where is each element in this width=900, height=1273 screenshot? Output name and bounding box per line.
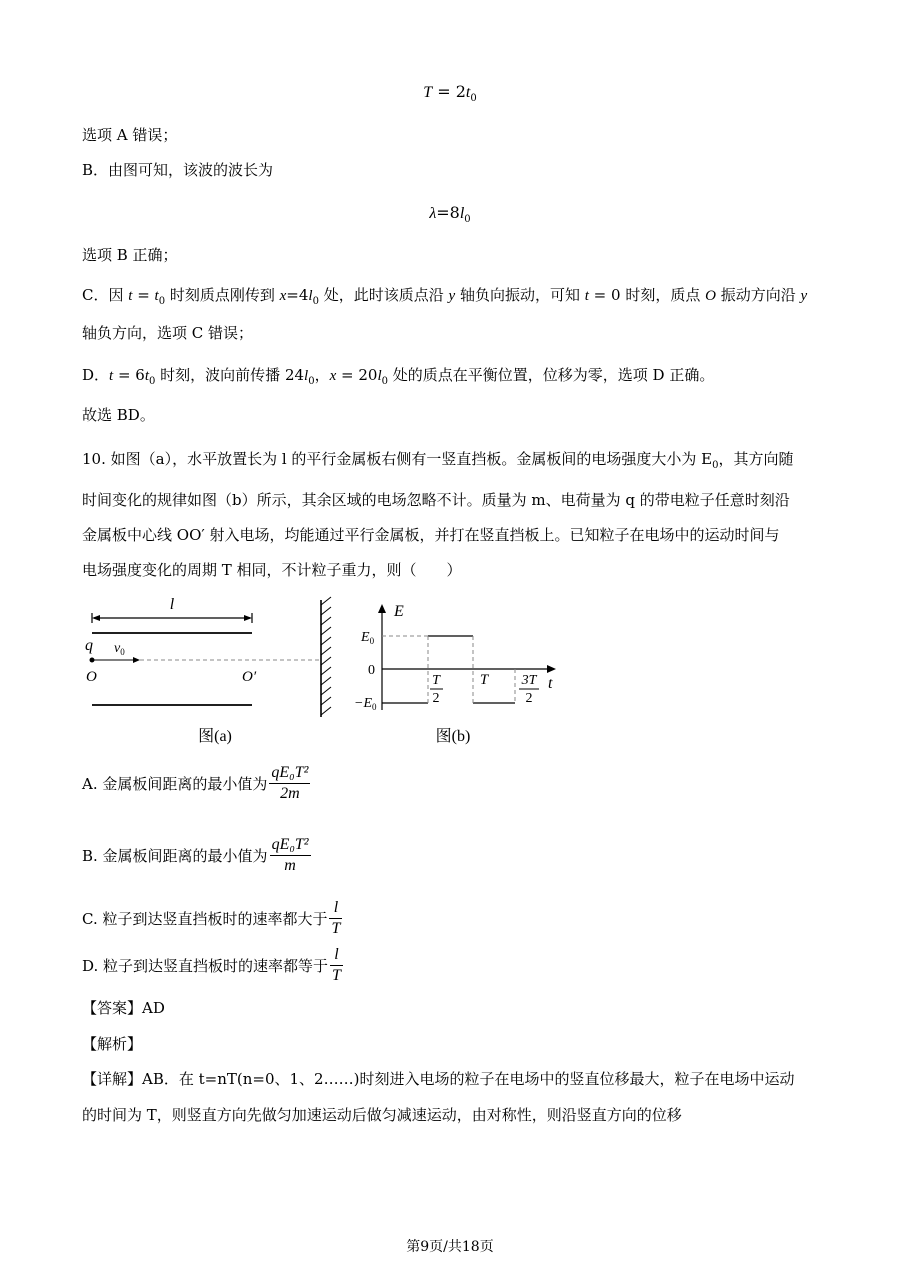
formula-wavelength [0,203,900,230]
velocity-label [114,641,125,657]
dimension-arrow-right [244,615,252,621]
choice-d[interactable] [82,945,343,986]
question-10-line-1 [82,449,794,476]
charge-label: q [85,637,93,654]
fraction-numerator: l [329,898,342,919]
e-axis-arrow [378,604,386,613]
option-b-result: 选项 B 正确； [82,246,178,264]
text-run: ， [314,366,330,384]
neg-e0-label [354,696,377,712]
barrier-hatching [321,597,331,715]
t-3half-num: 3T [521,673,537,688]
e-axis-label: E [394,603,404,620]
math-var: t [128,288,133,304]
fraction-denominator: T [332,967,341,984]
t-half-num: T [432,673,440,688]
text-run: 时刻，波向前传播 24 [155,366,305,384]
math-var: y [800,288,808,304]
text-run: = 20 [336,366,378,384]
fraction-numerator: l [330,945,343,966]
fraction-numerator: qE₀T² [270,835,311,856]
choice-c-fraction [329,898,342,939]
option-a-result: 选项 A 错误； [82,126,178,144]
figure-a [80,595,350,755]
answer: 【答案】AD [82,999,165,1017]
math-var: l [304,368,309,384]
particle [90,658,95,663]
t-axis-label: t [548,675,553,692]
choice-d-text: D. 粒子到达竖直挡板时的速率都等于 [82,957,329,975]
formula-var: T [423,84,433,101]
math-sub: 0 [381,376,389,387]
text-run: D． [82,366,110,384]
math-var: l [308,288,313,304]
detail-line-1: 【详解】AB．在 t=nT(n=0、1、2……)时刻进入电场的粒子在电场中的竖直位移最大，粒子在电场中运动 [82,1070,795,1088]
text-run: 处，此时该质点沿 [318,286,449,304]
formula-sub: 0 [470,93,477,105]
math-var: O [705,288,716,304]
choice-b-text: B. 金属板间距离的最小值为 [82,847,268,865]
dimension-arrow-left [92,615,100,621]
text-run: =4 [286,286,309,304]
choice-b-fraction [270,835,311,876]
formula-var: t [465,84,471,101]
t-full-label: T [479,672,489,688]
option-b-statement: B．由图可知，该波的波长为 [82,161,274,179]
math-sub: 0 [158,296,166,307]
choice-a[interactable] [82,763,310,804]
e0-label [360,630,375,646]
e0-var: E [361,630,370,645]
formula-sub: 0 [464,214,471,226]
math-var: x [279,288,287,304]
page-number: 第9页/共18页 [406,1239,494,1255]
neg-e0-var: −E [354,696,372,711]
text-run: 时刻质点刚传到 [165,286,280,304]
t-half-den: 2 [432,691,440,706]
choice-c-text: C. 粒子到达竖直挡板时的速率都大于 [82,910,328,928]
option-c-result: 轴负方向，选项 C 错误； [82,324,254,342]
math-sub: 0 [149,376,156,387]
text-run: 振动方向沿 [715,286,801,304]
formula-var: λ [429,205,437,222]
t-3half-den: 2 [525,691,533,706]
formula-eq: = 2 [432,82,466,101]
velocity-sub: 0 [120,647,125,657]
math-var: t [144,368,150,384]
fraction-denominator: 2m [280,785,300,802]
figure-a-caption: 图(a) [198,728,232,745]
math-var: l [377,368,382,384]
neg-e0-sub: 0 [372,702,377,712]
fraction-denominator: T [331,920,341,937]
option-d-statement [82,365,714,392]
e0-sub: 0 [369,636,375,646]
formula-period [0,82,900,109]
question-10-line-3: 金属板中心线 OO′ 射入电场，均能通过平行金属板，并打在竖直挡板上。已知粒子在电场中的运动时间与 [82,526,780,544]
conclusion: 故选 BD。 [82,406,155,424]
math-var: t [109,368,114,384]
t-axis-arrow [547,665,556,673]
math-var: y [448,288,456,304]
text-run: = [132,286,155,304]
velocity-var: v [114,641,121,656]
figure-b-caption: 图(b) [435,728,471,745]
math-sub: 0 [308,376,315,387]
choice-d-fraction [330,945,343,986]
math-var: t [584,288,589,304]
zero-label: 0 [368,663,375,678]
analysis-heading: 【解析】 [82,1035,143,1053]
text-run: = 6 [113,366,145,384]
text-run: 处的质点在平衡位置，位移为零，选项 D 正确。 [388,366,715,384]
figure-b [350,598,570,755]
formula-eq: =8 [436,203,460,222]
choice-a-text: A. 金属板间距离的最小值为 [82,775,268,793]
text-run: 轴负向振动，可知 [455,286,585,304]
text-run: 10. 如图（a），水平放置长为 l 的平行金属板右侧有一竖直挡板。金属板间的电场强度大小为 E [82,450,713,468]
text-run: C．因 [82,286,129,304]
math-sub: 0 [712,460,719,471]
point-o-prime-label: O′ [242,669,257,685]
text-run: = 0 时刻，质点 [588,286,706,304]
text-run: ，其方向随 [718,450,794,468]
choice-c[interactable] [82,898,342,939]
formula-var: l [459,205,465,222]
question-10-line-4: 电场强度变化的周期 T 相同，不计粒子重力，则（ ） [82,561,462,579]
choice-b[interactable] [82,835,311,876]
fraction-denominator: m [284,857,296,874]
question-10-line-2: 时间变化的规律如图（b）所示，其余区域的电场忽略不计。质量为 m、电荷量为 q 的带电粒子任意时刻沿 [82,491,790,509]
point-o-label: O [86,669,97,685]
option-c-statement [82,285,807,312]
math-var: x [329,368,337,384]
choice-a-fraction [269,763,310,804]
velocity-arrowhead [133,657,140,663]
length-label: l [169,596,175,613]
detail-line-2: 的时间为 T，则竖直方向先做匀加速运动后做匀减速运动，由对称性，则沿竖直方向的位移 [82,1106,682,1124]
fraction-numerator: qE₀T² [269,763,310,784]
math-var: t [154,288,159,304]
math-sub: 0 [312,296,319,307]
